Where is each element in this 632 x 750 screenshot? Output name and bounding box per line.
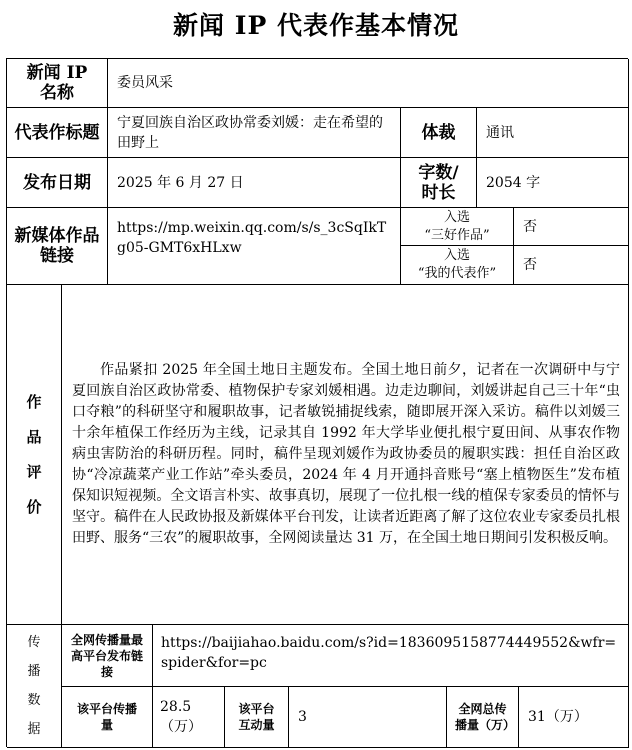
total-spread-label: 全网总传播量（万） <box>447 687 519 748</box>
selected-good-value: 否 <box>514 208 629 246</box>
page-title: 新闻 IP 代表作基本情况 <box>173 11 459 40</box>
info-table <box>6 58 628 747</box>
evaluation-label-char: 作 <box>26 392 42 411</box>
publish-date-label: 发布日期 <box>7 158 108 208</box>
selected-good-label: 入选 “三好作品” <box>401 208 514 246</box>
dissemination-label-chars <box>27 634 40 738</box>
dissemination-label-char: 传 <box>27 635 41 650</box>
publish-date-value: 2025 年 6 月 27 日 <box>108 158 401 208</box>
work-title-label: 代表作标题 <box>7 108 108 158</box>
evaluation-body <box>62 285 629 625</box>
selected-my-value: 否 <box>514 246 629 285</box>
new-media-label <box>7 208 108 285</box>
top-link-label: 全网传播量最高平台发布链接 <box>62 625 153 687</box>
dissemination-label <box>7 625 62 748</box>
news-ip-label-text: 新闻 IP 名称 <box>26 63 88 103</box>
platform-interaction-value: 3 <box>289 687 447 748</box>
work-title-value: 宁夏回族自治区政协常委刘媛：走在希望的田野上 <box>108 108 401 158</box>
new-media-link[interactable]: https://mp.weixin.qq.com/s/s_3cSqIkTg05-GMT6xHLxw <box>108 208 401 285</box>
dissemination-label-char: 播 <box>27 664 41 679</box>
genre-label: 体裁 <box>401 108 477 158</box>
evaluation-label-char: 品 <box>26 427 42 446</box>
genre-value: 通讯 <box>477 108 629 158</box>
dissemination-label-char: 数 <box>27 693 41 708</box>
evaluation-text: 作品紧扣 2025 年全国土地日主题发布。全国土地日前夕，记者在一次调研中与宁夏回族自治区政协常委、植物保护专家刘媛相遇。边走边聊间，刘媛讲起自己三十年“虫口夺粮”的科研坚守和履职故事，记者敏锐捕捉线索，随即展开深入采访。稿件以刘媛三十余年植保工作经历为主线，记录其自 1992 年大学毕业便扎根宁夏田间、从事农作物病虫害防治的科研历程。同时，稿件呈现刘媛作为政协委员的履职实践：担任自治区政协“冷凉蔬菜产业工作站”牵头委员，2024 年 4 月开通抖音账号“塞上植物医生”发布植保知识短视频。全文语言朴实、故事真切，展现了一位扎根一线的植保专家委员的情怀与坚守。稿件在人民政协报及新媒体平台刊发，让读者近距离了解了这位农业专家委员扎根田野、服务“三农”的履职故事，全网阅读量达 31 万，在全国土地日期间引发积极反响。 <box>72 362 620 546</box>
platform-spread-value: 28.5（万） <box>153 687 225 748</box>
evaluation-label-char: 评 <box>26 462 42 481</box>
new-media-label-text: 新媒体作品链接 <box>14 226 100 266</box>
wordcount-label-text: 字数/时长 <box>418 162 459 203</box>
total-spread-value: 31（万） <box>519 687 629 748</box>
platform-spread-label: 该平台传播量 <box>62 687 153 748</box>
selected-my-label: 入选 “我的代表作” <box>401 246 514 285</box>
wordcount-label <box>401 158 477 208</box>
top-platform-link[interactable]: https://baijiahao.baidu.com/s?id=1836095158774449552&wfr=spider&for=pc <box>153 625 629 687</box>
evaluation-label <box>7 285 62 625</box>
platform-interaction-label: 该平台互动量 <box>225 687 289 748</box>
news-ip-label <box>7 59 108 108</box>
evaluation-label-chars <box>26 394 41 516</box>
dissemination-label-char: 据 <box>27 722 41 737</box>
evaluation-label-char: 价 <box>26 497 42 516</box>
news-ip-value: 委员风采 <box>108 59 629 108</box>
wordcount-value: 2054 字 <box>477 158 629 208</box>
